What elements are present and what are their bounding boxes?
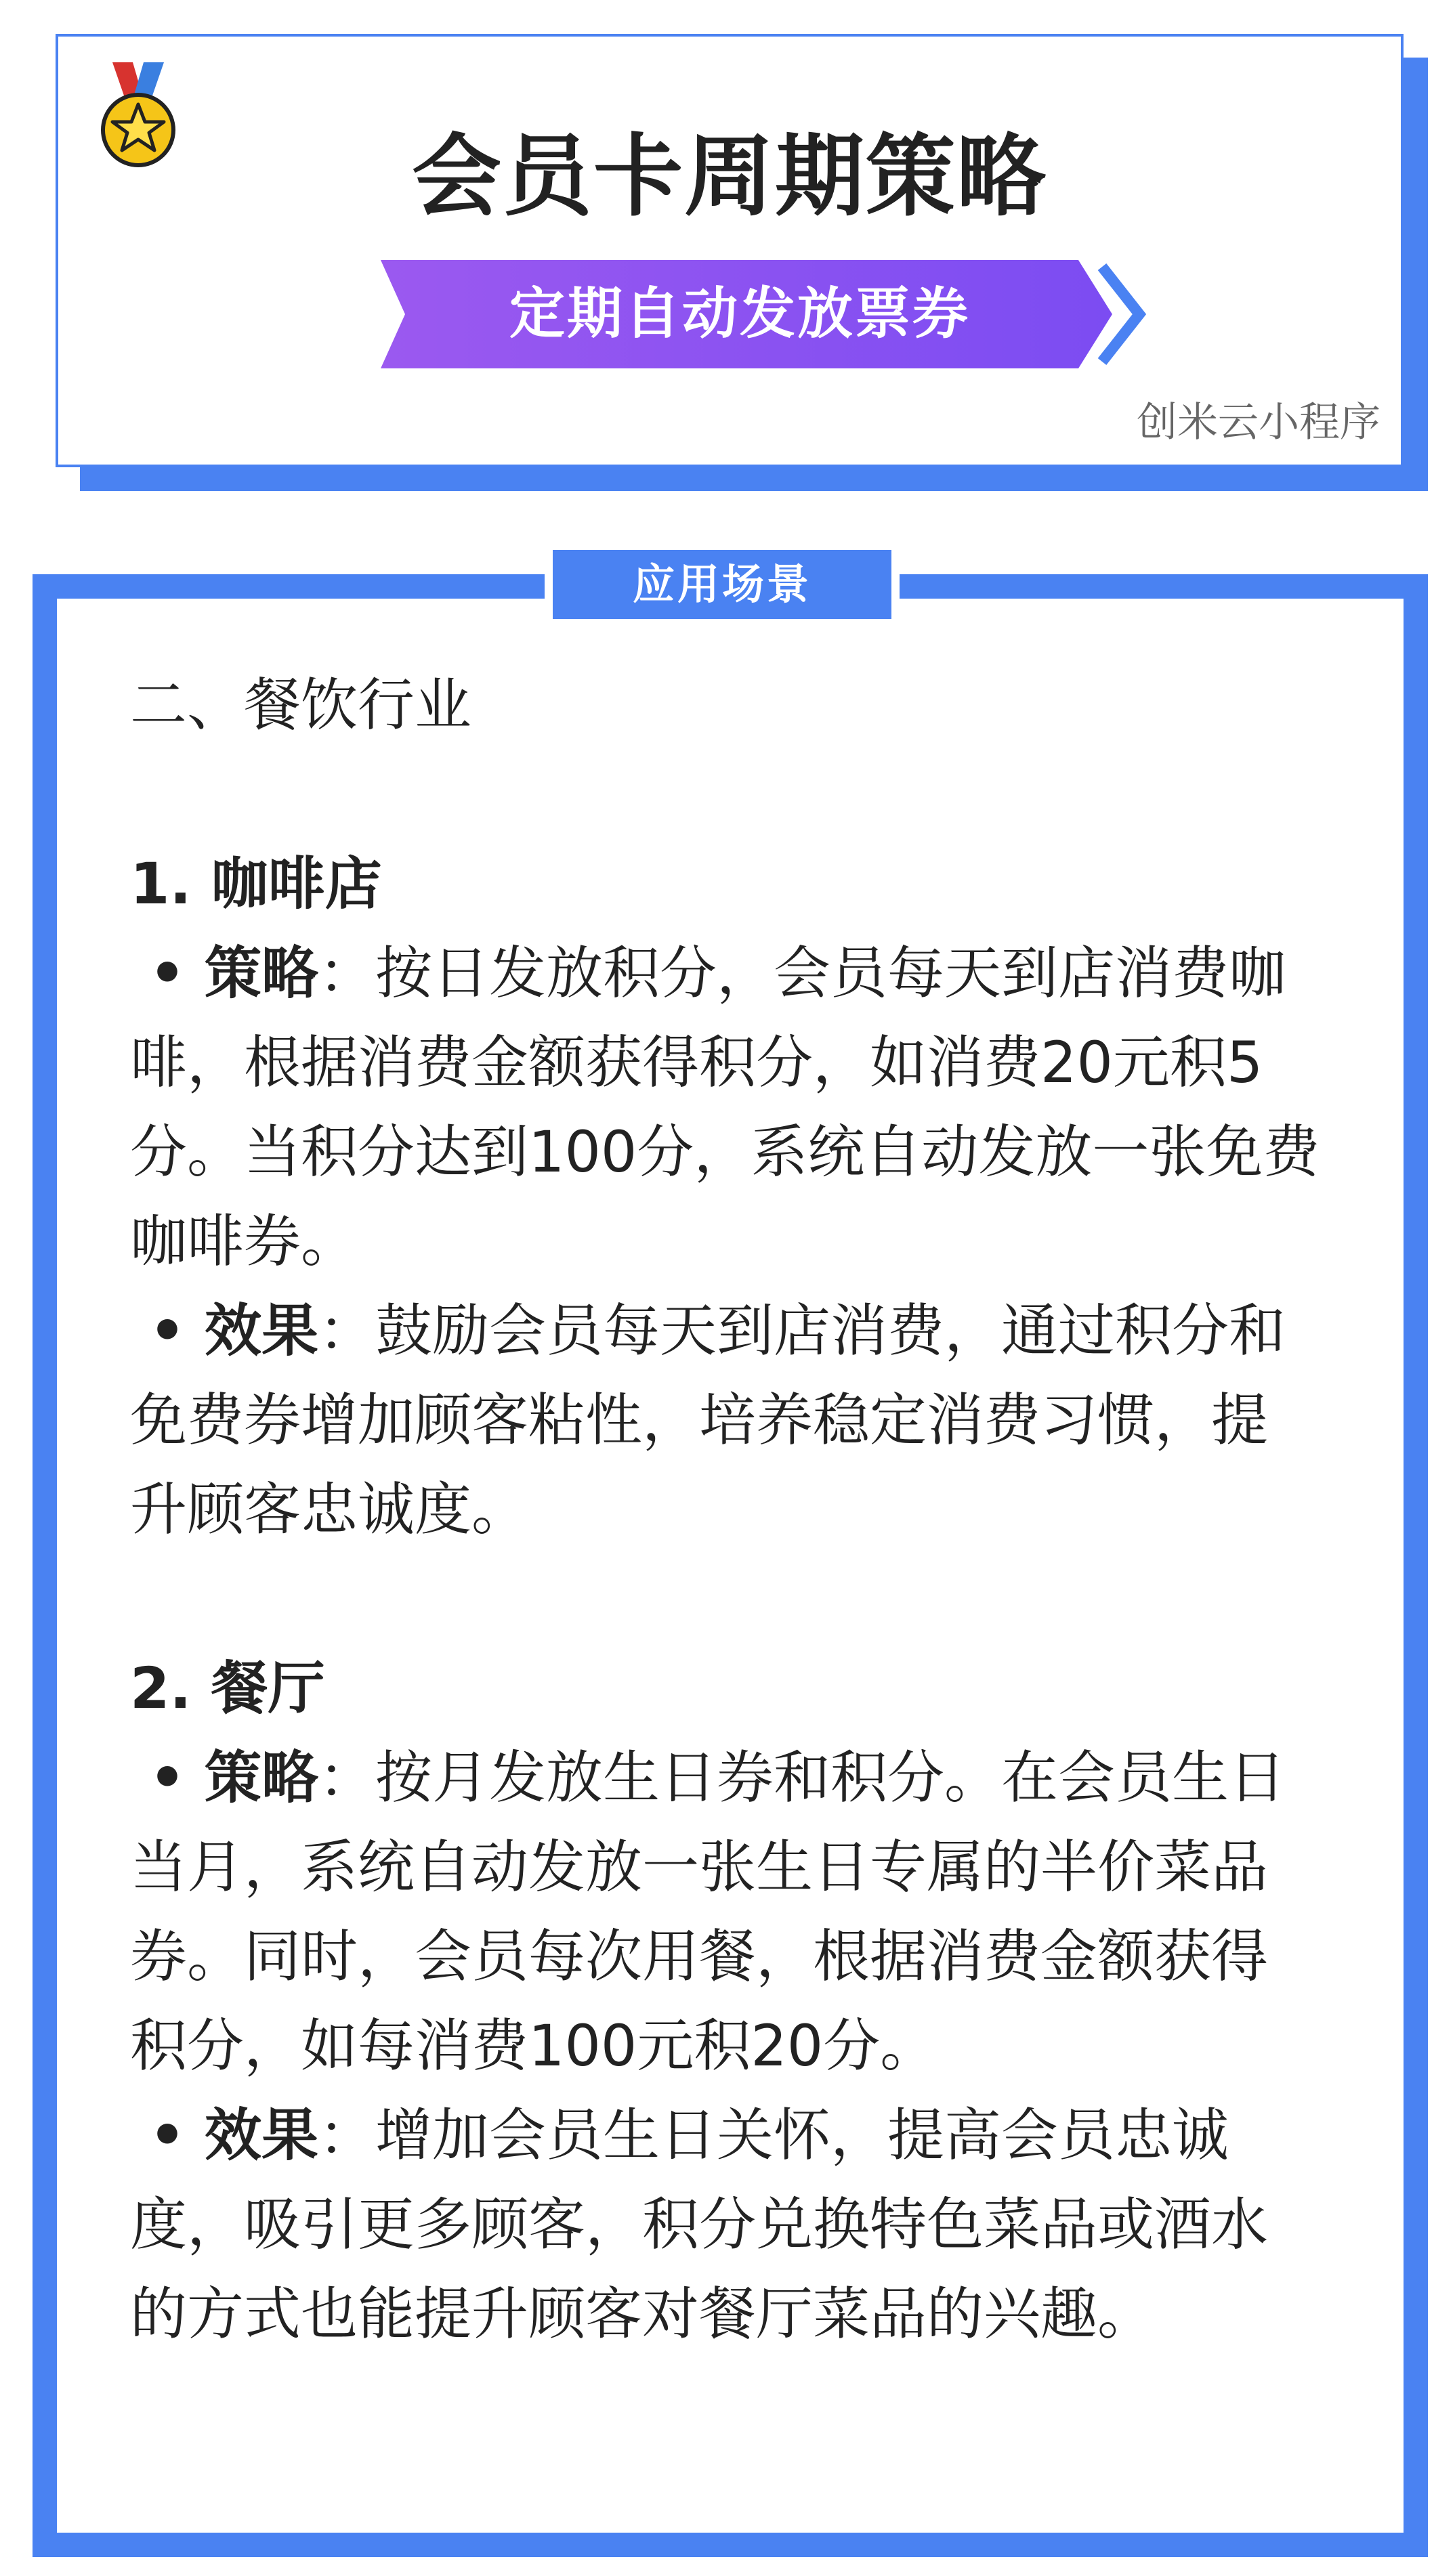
bullet-text: ：按日发放积分，会员每天到店消费咖啡，根据消费金额获得积分，如消费20元积5分。当积分达到100分，系统自动发放一张免费咖啡券。 bbox=[130, 940, 1320, 1274]
bullet-icon: • bbox=[149, 940, 186, 1006]
item-title: 1. 咖啡店 bbox=[130, 851, 382, 917]
section-tab: 应用场景 bbox=[545, 542, 900, 627]
content-body bbox=[130, 660, 1322, 2359]
page-title: 会员卡周期策略 bbox=[412, 125, 1047, 229]
bullet-icon: • bbox=[149, 1744, 186, 1811]
bullet-label: 效果 bbox=[205, 2102, 319, 2168]
bullet-label: 效果 bbox=[205, 1297, 319, 1364]
bullet-label: 策略 bbox=[205, 1744, 319, 1811]
bullet-text: ：增加会员生日关怀，提高会员忠诚度，吸引更多顾客，积分兑换特色菜品或酒水的方式也能提升顾客对餐厅菜品的兴趣。 bbox=[130, 2102, 1269, 2347]
bullet-icon: • bbox=[149, 2102, 186, 2168]
subtitle-text: 定期自动发放票券 bbox=[509, 282, 970, 346]
bullet-label: 策略 bbox=[205, 940, 319, 1006]
bullet-paragraph bbox=[130, 2090, 1322, 2359]
item-title: 2. 餐厅 bbox=[130, 1655, 325, 1721]
bullet-paragraph bbox=[130, 928, 1322, 1286]
bullet-icon: • bbox=[149, 1297, 186, 1364]
spacer bbox=[130, 1554, 1322, 1644]
bullet-text: ：按月发放生日券和积分。在会员生日当月，系统自动发放一张生日专属的半价菜品券。同时，会员每次用餐，根据消费金额获得积分，如每消费100元积20分。 bbox=[130, 1744, 1286, 2079]
bullet-paragraph bbox=[130, 1733, 1322, 2090]
spacer bbox=[130, 750, 1322, 839]
section-heading: 二、餐饮行业 bbox=[130, 672, 472, 738]
brand-label: 创米云小程序 bbox=[1137, 399, 1380, 446]
subtitle-banner bbox=[381, 260, 1153, 368]
bullet-text: ：鼓励会员每天到店消费，通过积分和免费券增加顾客粘性，培养稳定消费习惯，提升顾客忠诚度。 bbox=[130, 1297, 1286, 1543]
bullet-paragraph bbox=[130, 1286, 1322, 1554]
header-card bbox=[56, 34, 1404, 467]
